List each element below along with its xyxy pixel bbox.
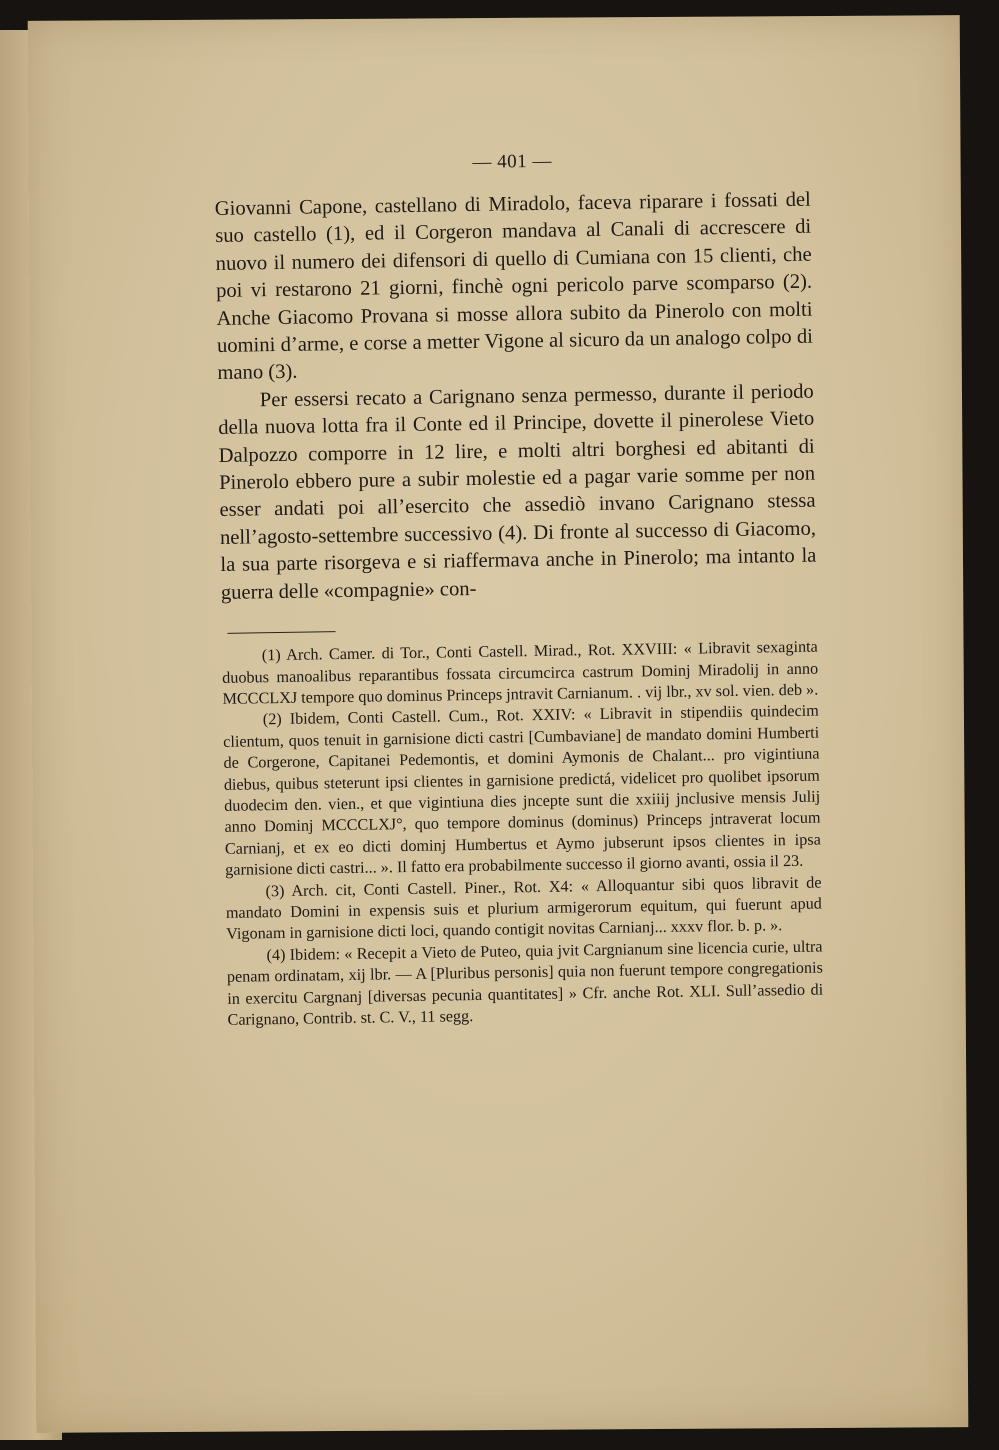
footnotes	[222, 637, 824, 1032]
footnote-4: (4) Ibidem: « Recepit a Vieto de Puteo, quia jvit Cargnianum sine licencia curie, ultra penam ordinatam, xij lbr. — A [Pluribus personis] quia non fuerunt tempore congregationis in exercitu Cargnanj [diversas pecunia quantitates] » Cfr. anche Rot. XLI. Sull’assedio di Carignano, Contrib. st. C. V., 11 segg.	[226, 937, 824, 1029]
page-number: — 401 —	[472, 150, 553, 173]
body-paragraph-1: Giovanni Capone, castellano di Miradolo, faceva riparare i fossati del suo castello (1), ed il Corgeron mandava al Canali di accrescere di nuovo il numero dei difensori di quello di Cumiana con 15 clienti, che poi vi restarono 21 giorni, finchè ogni pericolo parve scomparso (2). Anche Giacomo Provana si mosse allora subito da Pinerolo con molti uomini d’arme, e corse a metter Vigone al sicuro da un analogo colpo di mano (3).	[214, 188, 814, 385]
footnote-rule	[227, 631, 335, 634]
body-text	[215, 187, 817, 607]
footnote-3: (3) Arch. cit, Conti Castell. Piner., Rot. X4: « Alloquantur sibi quos libravit de mandato Domini in expensis suis et plurium armigerorum equitum, qui fuerunt apud Vigonam in garnisione dicti loci, quando contigit novitas Carnianj... xxxv flor. b. p. ».	[225, 873, 822, 944]
body-paragraph-2: Per essersi recato a Carignano senza permesso, durante il periodo della nuova lotta fra il Conte ed il Principe, dovette il pinerolese Vieto Dalpozzo comporre in 12 lire, e molti altri borghesi ed abitanti di Pinerolo ebbero pure a subir molestie ed a pagar varie somme per non esser andati poi all’esercito che assediò invano Carignano stessa nell’agosto-settembre successivo (4). Di fronte al successo di Giacomo, la sua parte risorgeva e si riaffermava anche in Pinerolo; ma intanto la guerra delle «compagnie» con-	[218, 380, 817, 604]
footnote-1: (1) Arch. Camer. di Tor., Conti Castell. Mirad., Rot. XXVIII: « Libravit sexaginta duobus manoalibus reparantibus fossata circumcirca castrum Dominj Miradolij in anno MCCCLXJ tempore quo dominus Princeps jntravit Carnianum. . vij lbr., xv sol. vien. deb ».	[222, 637, 819, 708]
footnote-2: (2) Ibidem, Conti Castell. Cum., Rot. XXIV: « Libravit in stipendiis quindecim clientum, quos tenuit in garnisione dicti castri [Cumbaviane] de mandato domini Humberti de Corgerone, Capitanei Pedemontis, et domini Aymonis de Chalant... pro vigintiuna diebus, quibus steterunt ipsi clientes in garnisione predictá, videlicet pro quolibet ipsorum duodecim den. vien., et que vigintiuna dies jncepte sunt die xxiiij jnclusive mensis Julij anno Dominj MCCCLXJ°, quo tempore dominus (dominus) Princeps jntraverat locum Carnianj, et ex eo dicti dominj Humbertus et Aymo jubserunt ipsos clientes in ipsa garnisione dicti castri... ». Il fatto era probabilmente successo il giorno avanti, ossia il 23.	[223, 701, 821, 880]
page-content	[214, 147, 824, 1032]
